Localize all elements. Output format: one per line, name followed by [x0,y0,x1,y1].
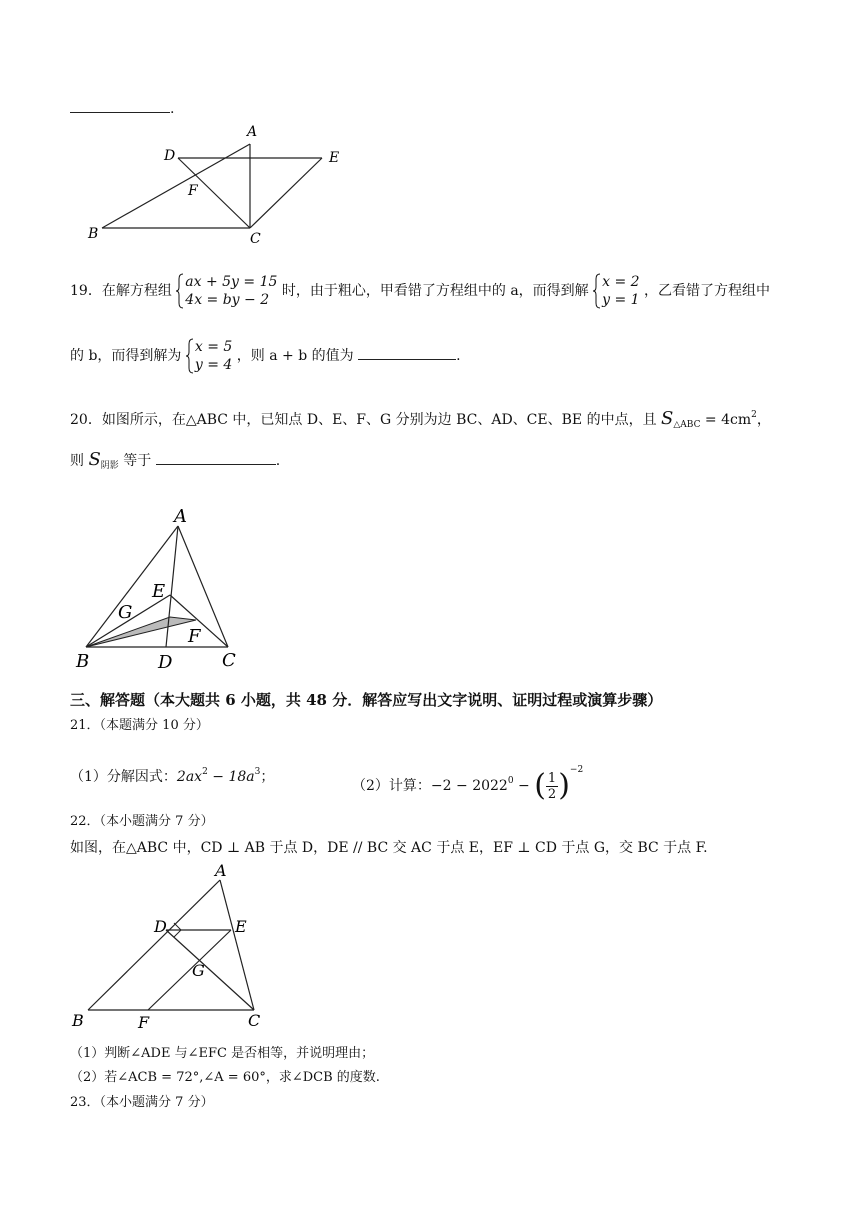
label-A: A [215,861,227,880]
figure-q22 [68,860,268,1040]
label-E: E [329,150,340,166]
label-G: G [118,602,133,623]
figure-q18 [80,118,360,246]
segment-ac [178,526,228,647]
q22-part2: （2）若∠ACB = 72°,∠A = 60°，求∠DCB 的度数. [70,1070,380,1085]
q19-line2: 的 b，而得到解为 x = 5 y = 4 ，则 a + b 的值为 . [70,339,461,373]
q21-header: 21．（本题满分 10 分） [70,718,209,733]
label-C: C [222,650,236,671]
label-G: G [192,961,205,980]
q20-line1: 20．如图所示，在△ABC 中，已知点 D、E、F、G 分别为边 BC、AD、CE、BE 的中点，且 $S_{\triangle ABC} = 4cm^2$， [70,408,771,430]
label-C: C [250,231,261,246]
q18-answer-line: . [70,98,174,119]
left-brace-icon [186,338,194,374]
q23-header: 23．（本小题满分 7 分） [70,1095,214,1110]
q22-header: 22．（本小题满分 7 分） [70,814,214,829]
segment-ac [220,880,254,1010]
label-B: B [76,651,90,672]
q19-equation-system: ax + 5y = 15 4x = by − 2 [176,273,277,309]
segment-dc [166,930,254,1010]
segment-ef [148,930,231,1010]
label-E: E [152,581,166,602]
label-B: B [88,226,99,242]
label-D: D [164,148,176,164]
label-A: A [174,506,187,527]
figure-q20 [72,500,252,675]
q19-solution-1: x = 2 y = 1 [593,273,639,309]
segment-ab [88,880,220,1010]
left-brace-icon [593,273,601,309]
segment-ad [166,526,178,647]
label-F: F [188,626,201,647]
fraction-one-half: $\frac{1}{2}$ [547,770,557,802]
label-A: A [247,124,258,140]
label-D: D [158,652,173,673]
label-D: D [154,917,167,936]
label-B: B [72,1011,84,1030]
q19-answer-blank [358,345,456,360]
shaded-triangle-gef [86,617,196,647]
q21-part2: （2）计算：$-2 - 2022^0$ − ( $\frac{1}{2}$ )$^{-2}$ [352,765,584,803]
label-F: F [138,1013,150,1032]
label-F: F [188,183,198,199]
segment-ba [102,144,250,228]
label-C: C [248,1011,261,1030]
left-brace-icon [176,273,184,309]
q22-part1: （1）判断∠ADE 与∠EFC 是否相等，并说明理由； [70,1046,375,1061]
label-E: E [235,917,247,936]
q20-answer-blank [156,450,276,465]
q19-line1: 19．在解方程组 ax + 5y = 15 4x = by − 2 时，由于粗心，甲看错了方程组中的 a，而得到解 x = 2 y = 1 ，乙看错了方程组中 [70,274,771,308]
q21-part1: （1）分解因式：$2ax^2 - 18a^3$； [70,767,275,785]
q19-solution-2: x = 5 y = 4 [186,338,232,374]
q22-stem: 如图，在△ABC 中，CD ⊥ AB 于点 D，DE // BC 交 AC 于点 E，EF ⊥ CD 于点 G，交 BC 于点 F. [70,840,708,856]
segment-ec [250,158,322,228]
section3-title: 三、解答题（本大题共 6 小题，共 48 分．解答应写出文字说明、证明过程或演算步骤） [70,691,663,709]
q18-answer-blank [70,98,170,113]
q20-line2: 则 $S_{阴影}$ 等于 . [70,449,281,471]
